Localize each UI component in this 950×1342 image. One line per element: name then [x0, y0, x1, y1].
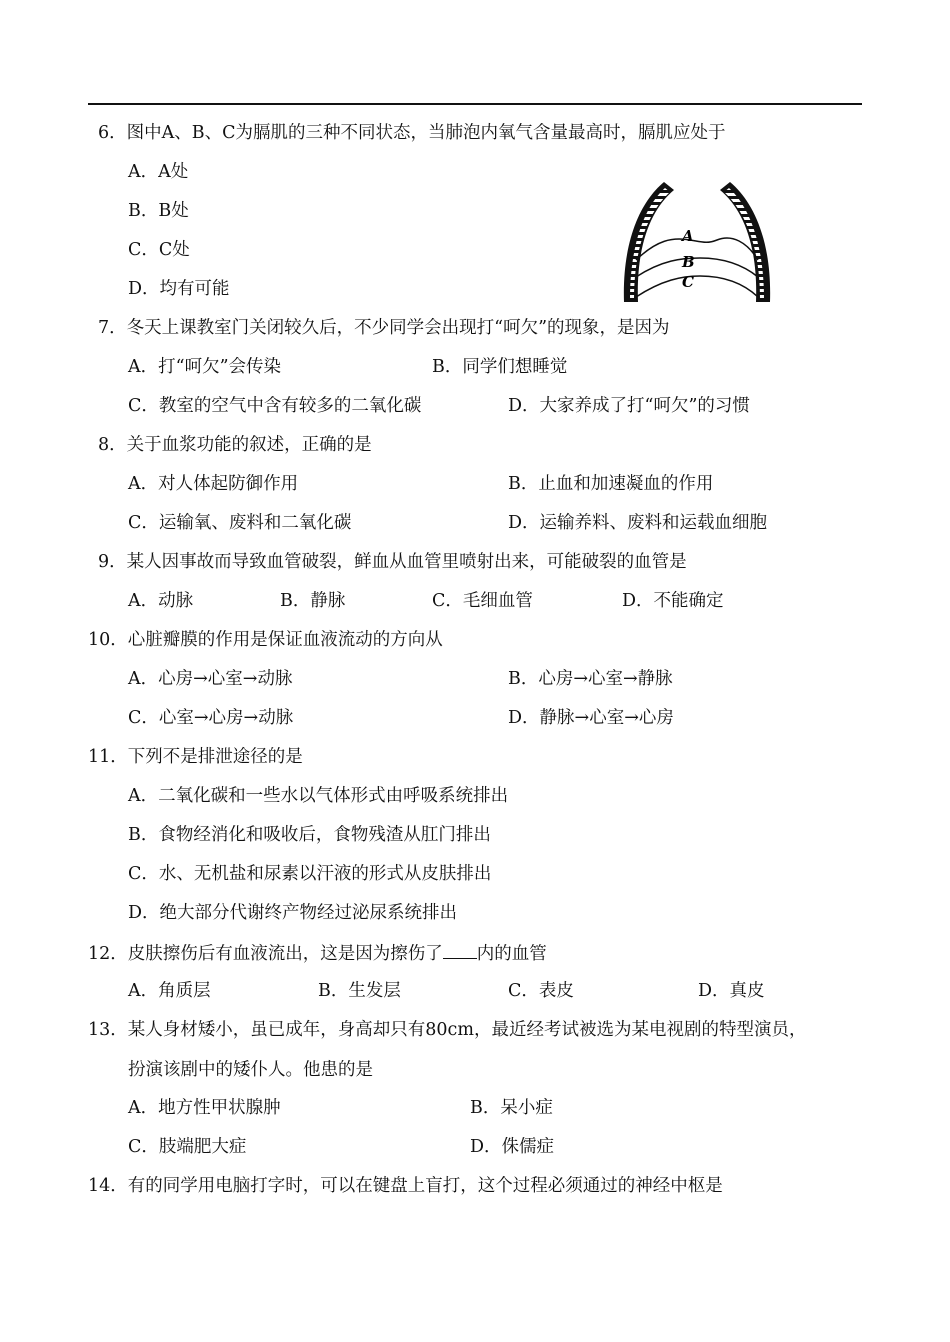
question-9: 9．某人因事故而导致血管破裂，鲜血从血管里喷射出来，可能破裂的血管是 — [98, 552, 687, 572]
q7-option-a: A．打“呵欠”会传染 — [128, 357, 282, 377]
q10-option-a: A．心房→心室→动脉 — [128, 669, 293, 689]
q8-option-b: B．止血和加速凝血的作用 — [508, 474, 714, 494]
question-9-text: 某人因事故而导致血管破裂，鲜血从血管里喷射出来，可能破裂的血管是 — [126, 552, 687, 572]
label-b: B — [682, 253, 695, 271]
question-7-text: 冬天上课教室门关闭较久后，不少同学会出现打“呵欠”的现象，是因为 — [126, 318, 670, 338]
q10-option-b: B．心房→心室→静脉 — [508, 669, 673, 689]
diaphragm-figure — [612, 172, 782, 308]
question-10-text: 心脏瓣膜的作用是保证血液流动的方向从 — [127, 630, 443, 650]
q7-option-d: D．大家养成了打“呵欠”的习惯 — [508, 396, 750, 416]
q9-option-c: C．毛细血管 — [432, 591, 533, 611]
q8-option-a: A．对人体起防御作用 — [128, 474, 299, 494]
q13-option-d: D．侏儒症 — [470, 1137, 555, 1157]
q9-option-a: A．动脉 — [128, 591, 194, 611]
question-6: 6．图中A、B、C为膈肌的三种不同状态，当肺泡内氧气含量最高时，膈肌应处于 — [98, 123, 726, 143]
diaphragm-curve-c — [636, 276, 758, 297]
label-a: A — [682, 227, 694, 245]
q6-option-b: B．B处 — [128, 201, 189, 221]
q12-option-d: D．真皮 — [698, 981, 765, 1001]
question-11-text: 下列不是排泄途径的是 — [127, 747, 303, 767]
q9-option-b: B．静脉 — [280, 591, 346, 611]
question-13-continued: 扮演该剧中的矮仆人。他患的是 — [128, 1060, 373, 1080]
q6-option-d: D．均有可能 — [128, 279, 230, 299]
q7-option-c: C．教室的空气中含有较多的二氧化碳 — [128, 396, 422, 416]
question-12-text-before: 皮肤擦伤后有血液流出，这是因为擦伤了 — [127, 944, 443, 964]
question-12-text-after: 内的血管 — [476, 944, 547, 964]
q6-option-c: C．C处 — [128, 240, 190, 260]
q10-option-d: D．静脉→心室→心房 — [508, 708, 674, 728]
q11-option-c: C．水、无机盐和尿素以汗液的形式从皮肤排出 — [128, 864, 492, 884]
question-8-text: 关于血浆功能的叙述，正确的是 — [126, 435, 372, 455]
diaphragm-curve-a — [636, 238, 758, 260]
question-11: 11．下列不是排泄途径的是 — [88, 747, 303, 767]
question-8: 8．关于血浆功能的叙述，正确的是 — [98, 435, 372, 455]
question-13-text: 某人身材矮小，虽已成年，身高却只有80cm，最近经考试被选为某电视剧的特型演员， — [127, 1020, 807, 1040]
q13-option-c: C．肢端肥大症 — [128, 1137, 247, 1157]
question-10: 10．心脏瓣膜的作用是保证血液流动的方向从 — [88, 630, 443, 650]
question-14: 14．有的同学用电脑打字时，可以在键盘上盲打，这个过程必须通过的神经中枢是 — [88, 1176, 723, 1196]
q13-option-b: B．呆小症 — [470, 1098, 553, 1118]
q9-option-d: D．不能确定 — [622, 591, 724, 611]
q11-option-d: D．绝大部分代谢终产物经过泌尿系统排出 — [128, 903, 458, 923]
answer-blank — [443, 940, 477, 959]
question-7: 7．冬天上课教室门关闭较久后，不少同学会出现打“呵欠”的现象，是因为 — [98, 318, 670, 338]
q7-option-b: B．同学们想睡觉 — [432, 357, 568, 377]
question-6-text: 图中A、B、C为膈肌的三种不同状态，当肺泡内氧气含量最高时，膈肌应处于 — [126, 123, 726, 143]
q8-option-d: D．运输养料、废料和运载血细胞 — [508, 513, 768, 533]
q12-option-b: B．生发层 — [318, 981, 401, 1001]
q11-option-a: A．二氧化碳和一些水以气体形式由呼吸系统排出 — [128, 786, 509, 806]
q10-option-c: C．心室→心房→动脉 — [128, 708, 294, 728]
q13-option-a: A．地方性甲状腺肿 — [128, 1098, 281, 1118]
label-c: C — [682, 273, 694, 291]
q11-option-b: B．食物经消化和吸收后，食物残渣从肛门排出 — [128, 825, 491, 845]
question-12: 12．皮肤擦伤后有血液流出，这是因为擦伤了 内的血管 — [88, 940, 547, 966]
q6-option-a: A．A处 — [128, 162, 189, 182]
q8-option-c: C．运输氧、废料和二氧化碳 — [128, 513, 352, 533]
q12-option-a: A．角质层 — [128, 981, 211, 1001]
diaphragm-curve-b — [636, 258, 758, 277]
question-13: 13．某人身材矮小，虽已成年，身高却只有80cm，最近经考试被选为某电视剧的特型演员， — [88, 1020, 807, 1040]
question-14-text: 有的同学用电脑打字时，可以在键盘上盲打，这个过程必须通过的神经中枢是 — [127, 1176, 723, 1196]
q12-option-c: C．表皮 — [508, 981, 574, 1001]
header-rule — [88, 103, 862, 105]
